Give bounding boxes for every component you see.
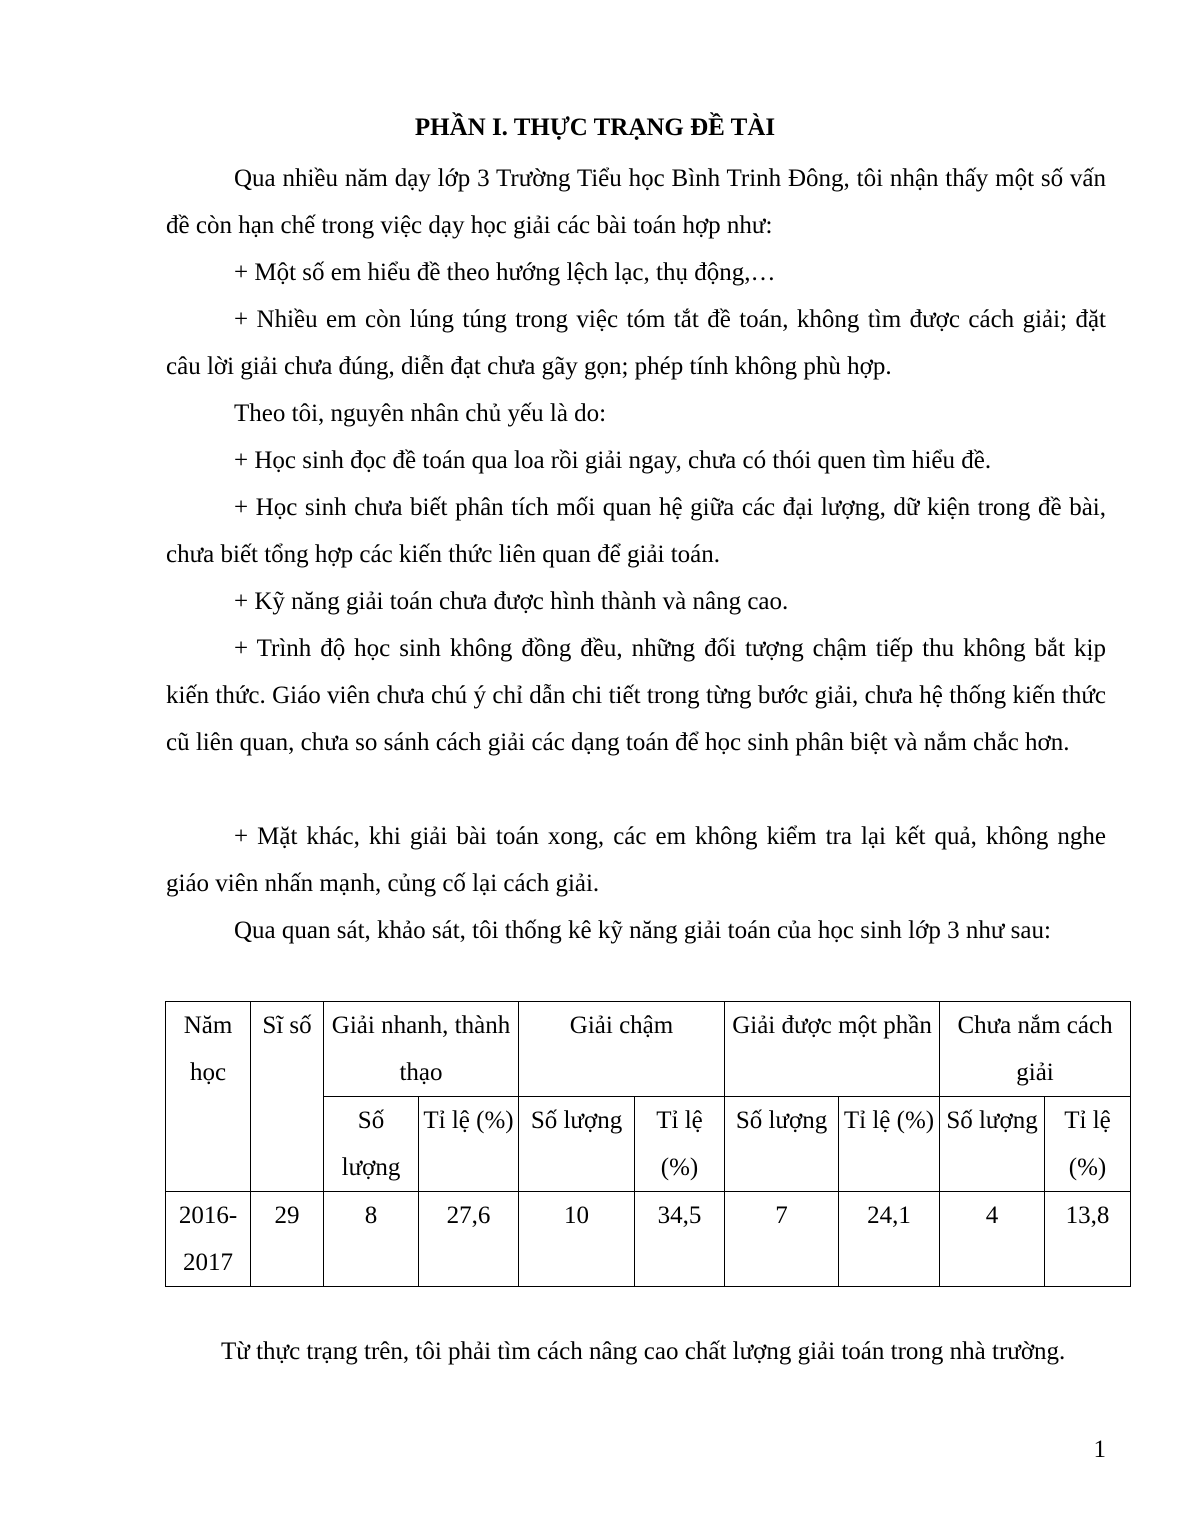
paragraph-cause-2: + Học sinh chưa biết phân tích mối quan hệ giữa các đại lượng, dữ kiện trong đề bài, chưa biết tổng hợp các kiến thức liên quan để giải toán. (166, 494, 1106, 568)
cell-fast-count: 8 (324, 1192, 419, 1287)
subheader-count: Số lượng (324, 1097, 419, 1192)
statistics-table (165, 1001, 1131, 1287)
cell-fast-rate: 27,6 (419, 1192, 519, 1287)
subheader-rate: Tỉ lệ (%) (419, 1097, 519, 1192)
paragraph-cause-5: + Mặt khác, khi giải bài toán xong, các em không kiểm tra lại kết quả, không nghe giáo viên nhấn mạnh, củng cố lại cách giải. (166, 823, 1106, 897)
subheader-count: Số lượng (725, 1097, 839, 1192)
cell-year: 2016-2017 (166, 1192, 251, 1287)
header-group-none: Chưa nắm cách giải (940, 1002, 1131, 1097)
paragraph-conclusion: Từ thực trạng trên, tôi phải tìm cách nâng cao chất lượng giải toán trong nhà trường. (221, 1338, 1066, 1365)
section-title: PHẦN I. THỰC TRẠNG ĐỀ TÀI (414, 114, 776, 141)
header-year: Năm học (166, 1002, 251, 1192)
subheader-count: Số lượng (940, 1097, 1045, 1192)
cell-total: 29 (251, 1192, 324, 1287)
paragraph-cause-4: + Trình độ học sinh không đồng đều, những đối tượng chậm tiếp thu không bắt kịp kiến thức. Giáo viên chưa chú ý chỉ dẫn chi tiết trong từng bước giải, chưa hệ thống kiến thức cũ liên quan, chưa so sánh cách giải các dạng toán để học sinh phân biệt và nắm chắc hơn. (166, 635, 1106, 756)
paragraph-point-2: + Nhiều em còn lúng túng trong việc tóm tắt đề toán, không tìm được cách giải; đặt câu lời giải chưa đúng, diễn đạt chưa gãy gọn; phép tính không phù hợp. (166, 306, 1106, 380)
header-count: Sĩ số (251, 1002, 324, 1192)
cell-slow-count: 10 (519, 1192, 635, 1287)
cell-none-count: 4 (940, 1192, 1045, 1287)
cell-partial-rate: 24,1 (839, 1192, 940, 1287)
cell-slow-rate: 34,5 (635, 1192, 725, 1287)
header-group-fast: Giải nhanh, thành thạo (324, 1002, 519, 1097)
table-row (166, 1192, 1131, 1287)
cell-partial-count: 7 (725, 1192, 839, 1287)
subheader-rate: Tỉ lệ (%) (1045, 1097, 1131, 1192)
paragraph-point-1: + Một số em hiểu đề theo hướng lệch lạc, thụ động,… (234, 259, 776, 286)
header-group-slow: Giải chậm (519, 1002, 725, 1097)
paragraph-cause-3: + Kỹ năng giải toán chưa được hình thành và nâng cao. (234, 588, 789, 615)
subheader-rate: Tỉ lệ (%) (839, 1097, 940, 1192)
header-group-partial: Giải được một phần (725, 1002, 940, 1097)
subheader-count: Số lượng (519, 1097, 635, 1192)
table-header-row (166, 1002, 1131, 1097)
cell-none-rate: 13,8 (1045, 1192, 1131, 1287)
paragraph-cause-intro: Theo tôi, nguyên nhân chủ yếu là do: (234, 400, 607, 427)
paragraph-survey-intro: Qua quan sát, khảo sát, tôi thống kê kỹ năng giải toán của học sinh lớp 3 như sau: (234, 917, 1051, 944)
subheader-rate: Tỉ lệ (%) (635, 1097, 725, 1192)
paragraph-cause-1: + Học sinh đọc đề toán qua loa rồi giải ngay, chưa có thói quen tìm hiểu đề. (234, 447, 992, 474)
page-number: 1 (1093, 1436, 1106, 1463)
paragraph-intro: Qua nhiều năm dạy lớp 3 Trường Tiểu học Bình Trinh Đông, tôi nhận thấy một số vấn đề còn hạn chế trong việc dạy học giải các bài toán hợp như: (166, 165, 1106, 239)
